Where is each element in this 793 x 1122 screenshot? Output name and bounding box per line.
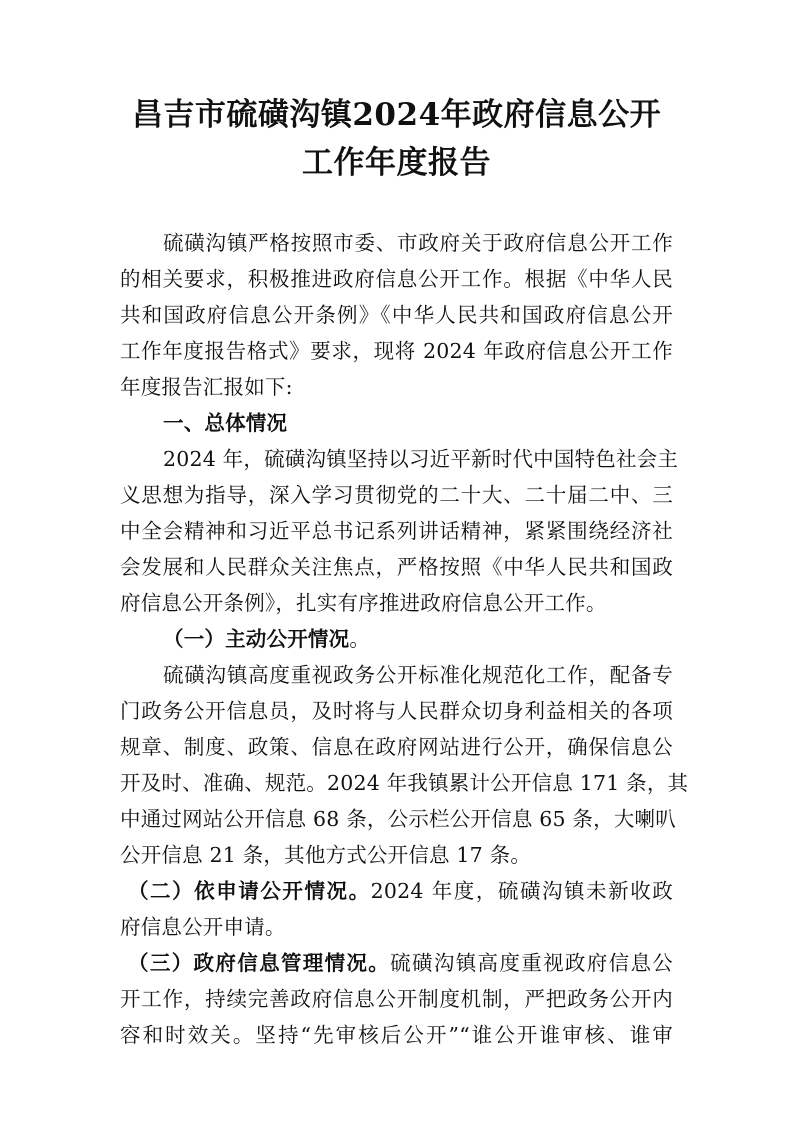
sub1-line-2: 门政务公开信息员，及时将与人民群众切身利益相关的各项 [120, 699, 673, 723]
sub1-line-5: 中通过网站公开信息 68 条，公示栏公开信息 65 条，大喇叭 [120, 807, 676, 831]
sub2-line-1 [128, 876, 673, 906]
sub1-line-3: 规章、制度、政策、信息在政府网站进行公开，确保信息公 [120, 735, 673, 759]
sub3-line-3: 容和时效关。坚持“先审核后公开”“谁公开谁审核、谁审 [120, 1023, 673, 1047]
sub3-text-1: 硫磺沟镇高度重视政府信息公 [390, 951, 673, 975]
sub1-line-6: 公开信息 21 条，其他方式公开信息 17 条。 [120, 843, 532, 867]
intro-line-3: 共和国政府信息公开条例》《中华人民共和国政府信息公开 [120, 303, 673, 327]
sub2-text-1: 2024 年度，硫磺沟镇未新收政 [370, 879, 673, 903]
section1-line-3: 中全会精神和习近平总书记系列讲话精神，紧紧围绕经济社 [120, 519, 673, 543]
subsection-heading-text: （一）主动公开情况 [163, 627, 350, 651]
document-title-line-2: 工作年度报告 [302, 145, 491, 181]
subsection-heading-application: （二）依申请公开情况。 [128, 879, 371, 903]
sub3-line-2: 开工作，持续完善政府信息公开制度机制，严把政务公开内 [120, 987, 673, 1011]
intro-line-4: 工作年度报告格式》要求，现将 2024 年政府信息公开工作 [120, 339, 673, 363]
section-heading-overall: 一、总体情况 [163, 411, 288, 435]
sub1-line-4: 开及时、准确、规范。2024 年我镇累计公开信息 171 条，其 [120, 771, 689, 795]
sub1-line-1: 硫磺沟镇高度重视政务公开标准化规范化工作，配备专 [163, 663, 673, 687]
intro-line-2: 的相关要求，积极推进政府信息公开工作。根据《中华人民 [120, 267, 673, 291]
intro-line-5: 年度报告汇报如下: [120, 375, 293, 399]
sub3-line-1 [128, 948, 673, 978]
section1-line-5: 府信息公开条例》，扎实有序推进政府信息公开工作。 [120, 591, 607, 615]
sub2-line-2: 府信息公开申请。 [120, 915, 286, 939]
intro-line-1: 硫磺沟镇严格按照市委、市政府关于政府信息公开工作 [163, 231, 673, 255]
subsection-heading-active-disclosure [163, 624, 673, 654]
document-title-line-1: 昌吉市硫磺沟镇2024年政府信息公开 [131, 97, 662, 133]
subsection-heading-management: （三）政府信息管理情况。 [128, 951, 391, 975]
section1-line-4: 会发展和人民群众关注焦点，严格按照《中华人民共和国政 [120, 555, 673, 579]
subsection-heading-period: 。 [349, 627, 371, 651]
section1-line-1: 2024 年，硫磺沟镇坚持以习近平新时代中国特色社会主 [163, 447, 679, 471]
section1-line-2: 义思想为指导，深入学习贯彻党的二十大、二十届二中、三 [120, 483, 673, 507]
